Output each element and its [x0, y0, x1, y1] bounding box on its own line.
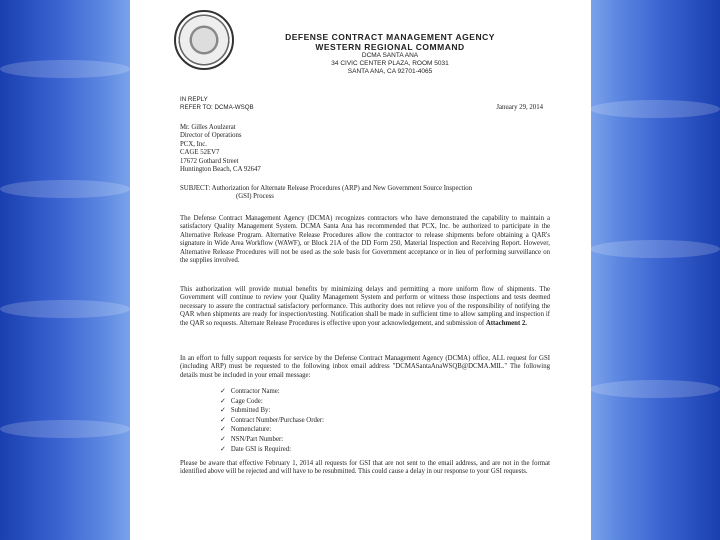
letter-page: [130, 0, 591, 540]
background-wave: [590, 380, 720, 398]
background-wave: [0, 420, 130, 438]
reference-block: [180, 96, 254, 111]
recipient-line: 17672 Gothard Street: [180, 157, 239, 165]
checkmark-icon: ✓: [220, 426, 226, 434]
paragraph-authorization-text: This authorization will provide mutual benefits by minimizing delays and permitting a more uniform flow of shipments. The Government will continue to review your Quality Management System and perform or witness those inspections and tests deemed necessary to assure the contractual satisfactory performance. This authority does not relieve you of the responsibility of notifying the QAR when shipments are ready for inspection/testing. Notification shall be made in sufficient time to allow sampling and inspection if the QAR so requests. Alternate Release Procedures is effective upon your acknowledgement, and submission of: [180, 286, 550, 327]
recipient-address: [180, 124, 261, 174]
list-item: ✓ Submitted By:: [220, 407, 271, 415]
agency-name: DEFENSE CONTRACT MANAGEMENT AGENCY: [285, 32, 495, 42]
recipient-line: Huntington Beach, CA 92647: [180, 166, 261, 174]
checkmark-icon: ✓: [220, 397, 226, 405]
recipient-line: PCX, Inc.: [180, 140, 207, 148]
paragraph-authorization: [180, 286, 550, 328]
list-item: ✓ Contract Number/Purchase Order:: [220, 416, 325, 424]
office-street: 34 CIVIC CENTER PLAZA, ROOM 5031: [331, 60, 449, 67]
checkmark-icon: ✓: [220, 416, 226, 424]
background-wave: [590, 100, 720, 118]
list-item: ✓ Nomenclature:: [220, 426, 272, 434]
subject-line: [180, 185, 550, 202]
office-name: DCMA SANTA ANA: [361, 52, 419, 59]
checkmark-icon: ✓: [220, 388, 226, 395]
letter-date: January 29, 2014: [496, 104, 543, 111]
recipient-line: CAGE 52EV7: [180, 149, 220, 157]
list-item: ✓ NSN/Part Number:: [220, 435, 284, 443]
checkmark-icon: ✓: [220, 445, 226, 453]
checkmark-icon: ✓: [220, 407, 226, 415]
list-item: ✓ Date GSI is Required:: [220, 445, 292, 453]
dod-seal-icon: [174, 10, 234, 70]
recipient-line: Mr. Gilles Aoulzerat: [180, 124, 236, 131]
attachment-reference: Attachment 2.: [485, 319, 528, 327]
list-item: ✓ Contractor Name:: [220, 388, 280, 395]
paragraph-notice: Please be aware that effective February 1, 2014 all requests for GSI that are not sent to the email address, and are not in the format identified above will be rejected and will have to be resubmitted. This could cause a delay in our response to your GSI requests.: [180, 460, 550, 476]
subject-text-continued: (GSI) Process: [236, 193, 274, 201]
list-item: ✓ Cage Code:: [220, 397, 263, 405]
paragraph-email-request: In an effort to fully support requests for service by the Defense Contract Management Agency (DCMA) office, ALL request for GSI (including ARP) must be requested to the following inbox email address "DCMASantaAnaWSQB@DCMA.MIL." The following details must be included in your email message:: [180, 355, 550, 379]
letterhead: [265, 32, 515, 76]
recipient-line: Director of Operations: [180, 132, 242, 140]
background-wave: [0, 60, 130, 78]
background-wave: [0, 300, 130, 318]
command-name: WESTERN REGIONAL COMMAND: [315, 42, 465, 52]
refer-to-label: REFER TO: DCMA-WSQB: [180, 103, 254, 111]
background-wave: [590, 240, 720, 258]
subject-text: SUBJECT: Authorization for Alternate Release Procedures (ARP) and New Government Source Inspection: [180, 185, 473, 192]
checkmark-icon: ✓: [220, 435, 226, 443]
background-wave: [0, 180, 130, 198]
required-details-list: [220, 388, 324, 455]
in-reply-label: IN REPLY: [180, 96, 208, 103]
office-city: SANTA ANA, CA 92701-4065: [347, 68, 433, 75]
paragraph-intro: The Defense Contract Management Agency (DCMA) recognizes contractors who have demonstrated the capability to maintain a satisfactory Quality Management System. DCMA Santa Ana has recommended that PCX, Inc. be authorized to participate in the Alternative Release Program. Alternative Release Procedures allow the contractor to release shipments before obtaining a QAR's signature in Wide Area Workflow (WAWF), or Block 21A of the DD Form 250, Material Inspection and Receiving Report. However, Alternative Release Procedures will not be used as the sole basis for Government acceptance or in lieu of performing surveillance on the supplies involved.: [180, 215, 550, 265]
